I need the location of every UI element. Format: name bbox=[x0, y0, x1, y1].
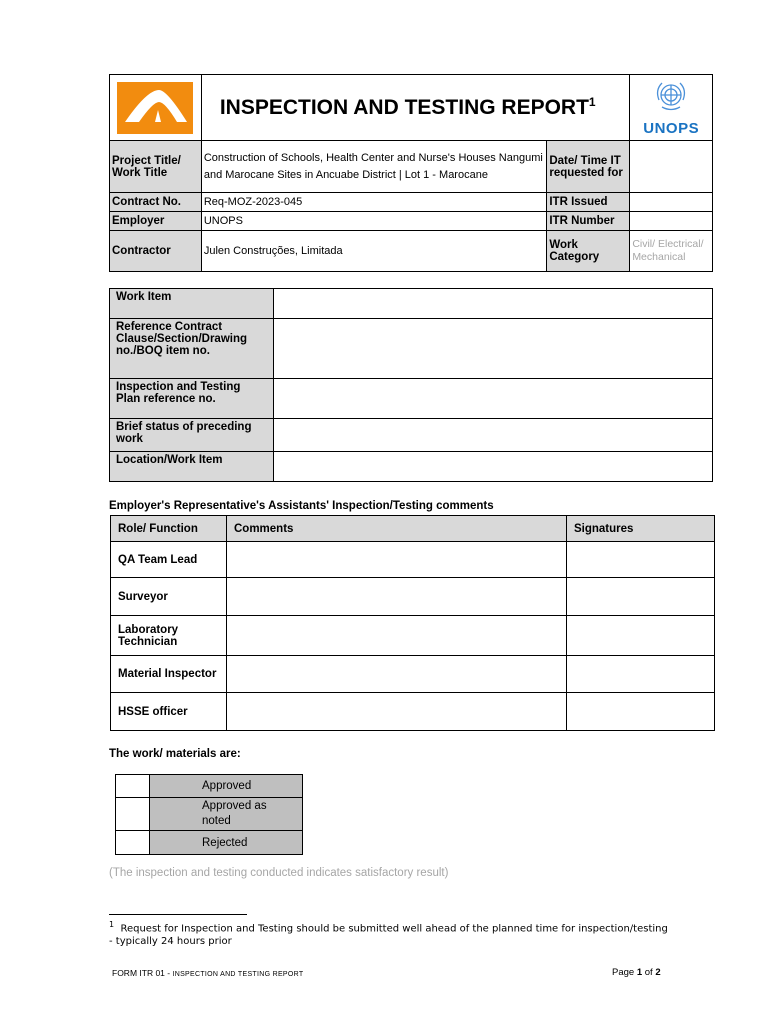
role-surveyor: Surveyor bbox=[111, 578, 227, 616]
signature-field[interactable] bbox=[567, 656, 715, 693]
contractor-value: Julen Construções, Limitada bbox=[201, 231, 547, 272]
project-title-value: Construction of Schools, Health Center and Nurse's Houses Nangumi and Marocane Sites in Ancuabe District | Lot 1 - Marocane bbox=[201, 141, 547, 193]
comment-field[interactable] bbox=[227, 693, 567, 731]
signature-field[interactable] bbox=[567, 542, 715, 578]
work-category-value: Civil/ Electrical/ Mechanical bbox=[630, 231, 713, 272]
itr-issued-value bbox=[630, 193, 713, 212]
approved-label: Approved bbox=[150, 775, 303, 798]
contractor-logo-cell bbox=[110, 75, 202, 141]
work-item-table bbox=[109, 288, 713, 482]
signature-field[interactable] bbox=[567, 693, 715, 731]
preceding-work-label: Brief status of preceding work bbox=[110, 419, 274, 452]
unops-logo bbox=[630, 75, 713, 141]
reference-contract-label: Reference Contract Clause/Section/Drawing no./BOQ item no. bbox=[110, 319, 274, 379]
itr-number-value bbox=[630, 212, 713, 231]
approved-checkbox[interactable] bbox=[116, 775, 150, 798]
approved-as-noted-label: Approved as noted bbox=[150, 798, 303, 831]
comments-column-header: Comments bbox=[227, 516, 567, 542]
role-qa-team-lead: QA Team Lead bbox=[111, 542, 227, 578]
work-category-label: Work Category bbox=[547, 231, 630, 272]
status-section-title: The work/ materials are: bbox=[109, 748, 241, 760]
role-material-inspector: Material Inspector bbox=[111, 656, 227, 693]
road-icon bbox=[117, 82, 193, 134]
itr-issued-label: ITR Issued bbox=[547, 193, 630, 212]
role-laboratory-technician: Laboratory Technician bbox=[111, 616, 227, 656]
footnote-mark: 1 bbox=[109, 920, 115, 929]
role-hsse-officer: HSSE officer bbox=[111, 693, 227, 731]
itp-reference-field[interactable] bbox=[274, 379, 713, 419]
itp-reference-label: Inspection and Testing Plan reference no. bbox=[110, 379, 274, 419]
result-note: (The inspection and testing conducted indicates satisfactory result) bbox=[109, 867, 449, 879]
rejected-checkbox[interactable] bbox=[116, 831, 150, 855]
page-of: of bbox=[644, 967, 653, 978]
page-total: 2 bbox=[655, 967, 661, 978]
location-label: Location/Work Item bbox=[110, 452, 274, 482]
contractor-logo bbox=[117, 82, 193, 134]
status-table bbox=[115, 774, 303, 855]
un-emblem-icon bbox=[653, 78, 689, 114]
signature-field[interactable] bbox=[567, 578, 715, 616]
comments-section-title: Employer's Representative's Assistants' Inspection/Testing comments bbox=[109, 500, 494, 512]
comment-field[interactable] bbox=[227, 578, 567, 616]
work-item-field[interactable] bbox=[274, 289, 713, 319]
role-column-header: Role/ Function bbox=[111, 516, 227, 542]
footnote-text: Request for Inspection and Testing should be submitted well ahead of the planned time for inspection/testing - typically 24 hours prior bbox=[109, 923, 668, 948]
page-current: 1 bbox=[636, 967, 643, 978]
itr-number-label: ITR Number bbox=[547, 212, 630, 231]
reference-contract-field[interactable] bbox=[274, 319, 713, 379]
contract-no-value: Req-MOZ-2023-045 bbox=[201, 193, 547, 212]
comment-field[interactable] bbox=[227, 616, 567, 656]
project-title-label: Project Title/ Work Title bbox=[110, 141, 202, 193]
form-id: FORM ITR 01 - bbox=[112, 968, 171, 978]
approved-as-noted-checkbox[interactable] bbox=[116, 798, 150, 831]
unops-wordmark: UNOPS bbox=[643, 120, 700, 137]
report-title: INSPECTION AND TESTING REPORT$^1$ bbox=[201, 75, 629, 141]
preceding-work-field[interactable] bbox=[274, 419, 713, 452]
signature-field[interactable] bbox=[567, 616, 715, 656]
form-footer bbox=[112, 968, 303, 978]
header-table bbox=[109, 74, 713, 272]
footnote-separator bbox=[109, 914, 247, 915]
employer-value: UNOPS bbox=[201, 212, 547, 231]
contract-no-label: Contract No. bbox=[110, 193, 202, 212]
footnote bbox=[109, 918, 669, 948]
page-number bbox=[612, 967, 661, 978]
contractor-label: Contractor bbox=[110, 231, 202, 272]
date-time-label: Date/ Time IT requested for bbox=[547, 141, 630, 193]
signatures-column-header: Signatures bbox=[567, 516, 715, 542]
location-field[interactable] bbox=[274, 452, 713, 482]
comments-table bbox=[110, 515, 715, 731]
rejected-label: Rejected bbox=[150, 831, 303, 855]
date-time-value bbox=[630, 141, 713, 193]
form-name: INSPECTION AND TESTING REPORT bbox=[172, 971, 304, 978]
page-prefix: Page bbox=[612, 967, 635, 978]
work-item-label: Work Item bbox=[110, 289, 274, 319]
employer-label: Employer bbox=[110, 212, 202, 231]
comment-field[interactable] bbox=[227, 656, 567, 693]
comment-field[interactable] bbox=[227, 542, 567, 578]
